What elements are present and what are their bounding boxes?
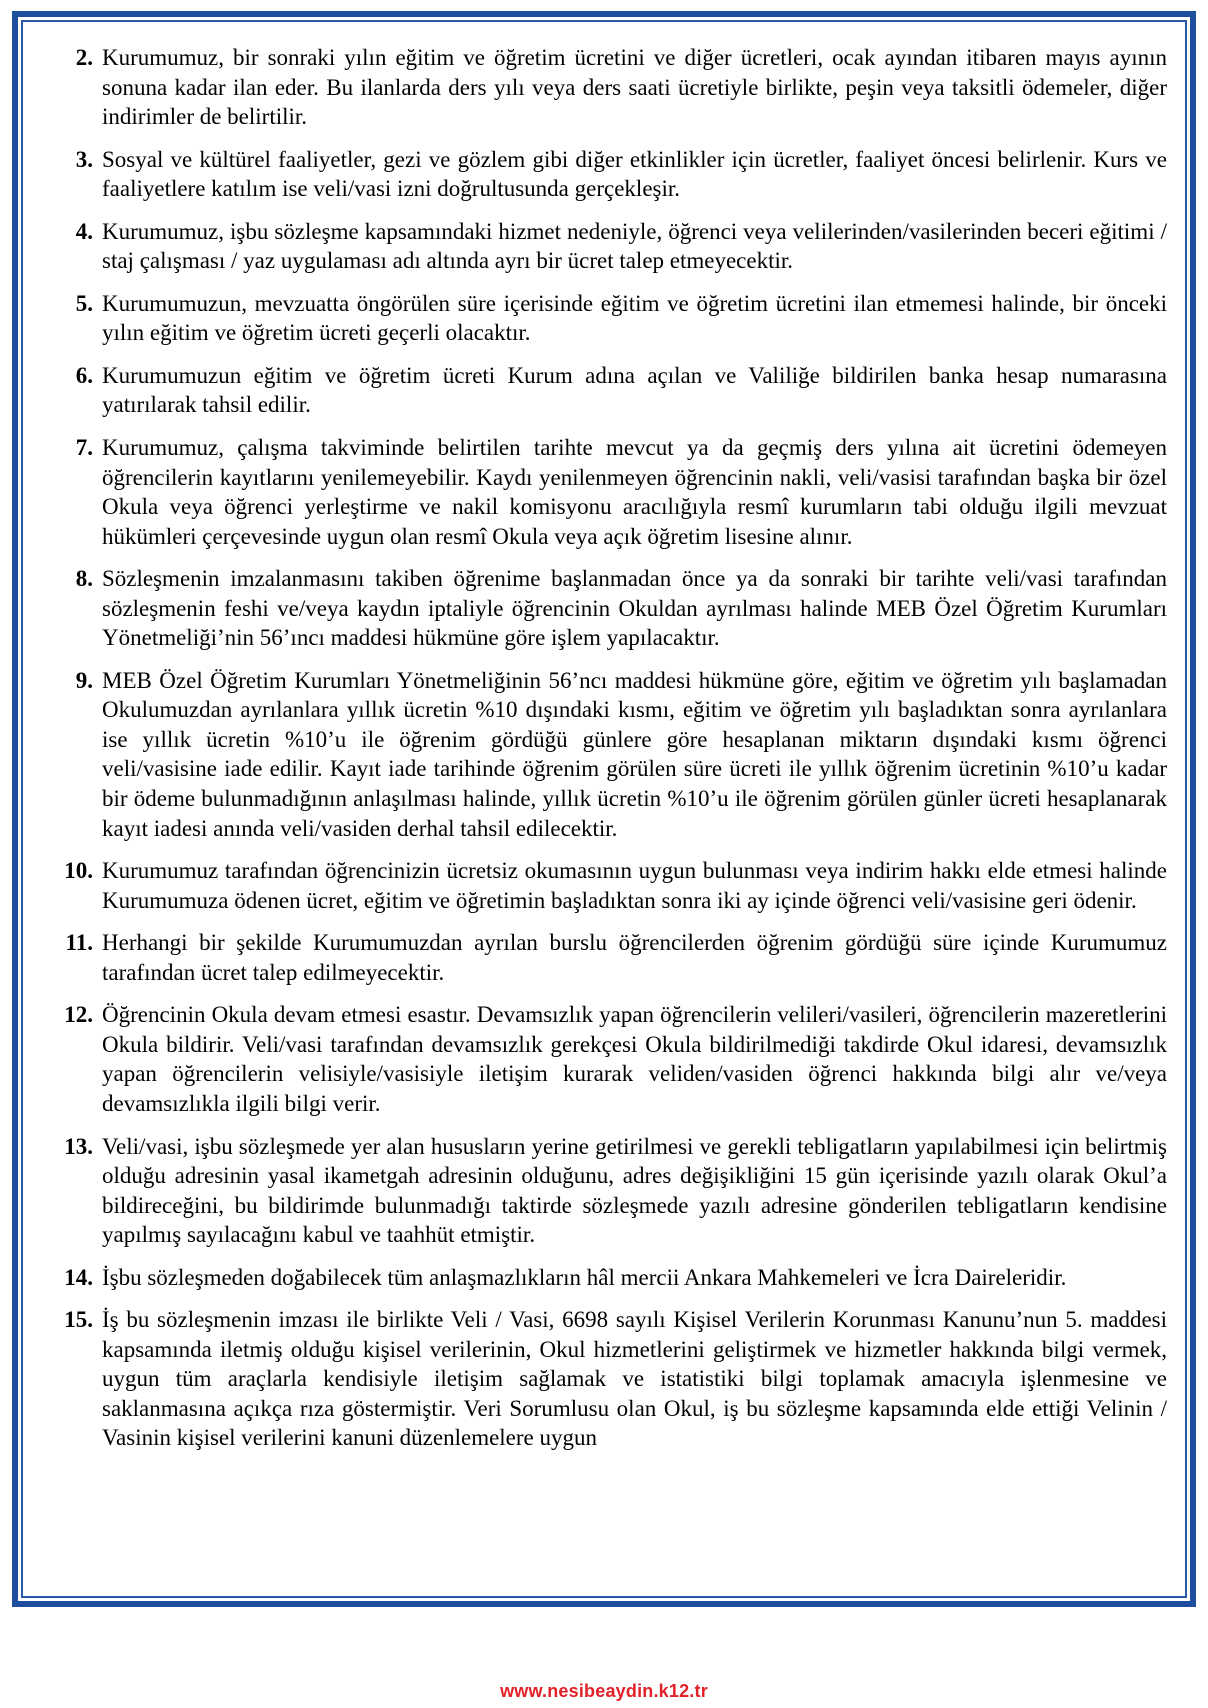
clause-text: Kurumumuz, çalışma takviminde belirtilen tarihte mevcut ya da geçmiş ders yılına ait ücretini ödemeyen öğrencilerin kayıtlarını yenilemeyebilir. Kaydı yenilenmeyen öğrencinin nakli, veli/vasisi tarafından başka bir özel Okula veya öğrenci yerleştirme ve nakil komisyonu aracılığıyla resmî kurumların tabi olduğu ilgili mevzuat hükümleri çerçevesinde uygun olan resmî Okula veya açık öğretim lisesine alınır. [102,435,1167,549]
clause-item [40,43,1167,132]
clause-text: Kurumumuz, bir sonraki yılın eğitim ve öğretim ücretini ve diğer ücretleri, ocak ayından itibaren mayıs ayının sonuna kadar ilan eder. Bu ilanlarda ders yılı veya ders saati ücretiyle birlikte, peşin veya taksitli ödemeler, diğer indirimler de belirtilir. [102,45,1167,130]
clause-item [40,564,1167,653]
clause-number: 12. [64,1002,93,1028]
clause-number: 9. [75,667,93,693]
clause-number: 11. [65,930,93,956]
clause-text: Kurumumuz, işbu sözleşme kapsamındaki hizmet nedeniyle, öğrenci veya velilerinden/vasilerinden beceri eğitimi / staj çalışması / yaz uygulaması adı altında ayrı bir ücret talep etmeyecektir. [102,218,1167,274]
clause-item [40,361,1167,420]
clause-number: 3. [75,146,93,172]
clause-text: Öğrencinin Okula devam etmesi esastır. Devamsızlık yapan öğrencilerin velileri/vasileri, öğrencilerin mazeretlerini Okula bildirir. Veli/vasi tarafından devamsızlık gerekçesi Okula bildirilmediği takdirde Okul idaresi, devamsızlık yapan öğrencilerin velisiyle/vasisiyle iletişim kurarak veliden/vasiden öğrenci hakkında bilgi alır ve/veya devamsızlıkla ilgili bilgi verir. [102,1002,1167,1116]
clause-item [40,145,1167,204]
clause-number: 6. [75,362,93,388]
clause-item [40,433,1167,551]
clause-text: Kurumumuzun, mevzuatta öngörülen süre içerisinde eğitim ve öğretim ücretini ilan etmemesi halinde, bir önceki yılın eğitim ve öğretim ücreti geçerli olacaktır. [102,290,1167,346]
clause-number: 13. [64,1133,93,1159]
clause-number: 15. [64,1307,93,1333]
clause-item [40,666,1167,843]
clause-number: 14. [64,1264,93,1290]
clause-item [40,1132,1167,1250]
clause-number: 2. [75,45,93,70]
clause-number: 10. [64,858,93,884]
clause-item [40,928,1167,987]
clause-text: İşbu sözleşmeden doğabilecek tüm anlaşmazlıkların hâl mercii Ankara Mahkemeleri ve İcra Daireleridir. [102,1264,1067,1290]
clause-number: 4. [75,218,93,244]
clause-item [40,1263,1167,1293]
clause-text: İş bu sözleşmenin imzası ile birlikte Veli / Vasi, 6698 sayılı Kişisel Verilerin Korunması Kanunu’nun 5. maddesi kapsamında iletmiş olduğu kişisel verilerinin, Okul hizmetlerini geliştirmek ve hizmetler hakkında bilgi vermek, uygun tüm araçlarla kendisiyle iletişim sağlamak ve istatistiki bilgi toplamak amacıyla işlenmesine ve saklanmasına açıkça rıza göstermiştir. Veri Sorumlusu olan Okul, iş bu sözleşme kapsamında elde ettiği Velinin / Vasinin kişisel verilerini kanuni düzenlemelere uygun [102,1307,1167,1451]
clause-number: 5. [75,290,93,316]
clause-text: Kurumumuzun eğitim ve öğretim ücreti Kurum adına açılan ve Valiliğe bildirilen banka hesap numarasına yatırılarak tahsil edilir. [102,362,1167,418]
clause-item [40,856,1167,915]
clause-item [40,289,1167,348]
clause-text: Sözleşmenin imzalanmasını takiben öğrenime başlanmadan önce ya da sonraki bir tarihte veli/vasi tarafından sözleşmenin feshi ve/veya kaydın iptaliyle öğrencinin Okuldan ayrılması halinde MEB Özel Öğretim Kurumları Yönetmeliği’nin 56’ıncı maddesi hükmüne göre işlem yapılacaktır. [102,566,1167,651]
clause-item [40,217,1167,276]
clause-item [40,1000,1167,1118]
clause-text: MEB Özel Öğretim Kurumları Yönetmeliğinin 56’ncı maddesi hükmüne göre, eğitim ve öğretim yılı başlamadan Okulumuzdan ayrılanlara yıllık ücretin %10 dışındaki kısmı, eğitim ve öğretim yılı başladıktan sonra ayrılanlara ise yıllık ücretin %10’u ile öğrenim gördüğü günlere göre hesaplanan miktarın dışındaki kısmı öğrenci veli/vasisine iade edilir. Kayıt iade tarihinde öğrenim görülen süre ücreti ile yıllık öğrenim ücretinin %10’u kadar bir ödeme bulunmadığının anlaşılması halinde, yıllık ücretin %10’u ile öğrenim görülen günler ücreti hesaplanarak kayıt iadesi anında veli/vasiden derhal tahsil edilecektir. [102,667,1167,841]
clause-number: 7. [75,435,93,461]
clause-text: Herhangi bir şekilde Kurumumuzdan ayrılan burslu öğrencilerden öğrenim gördüğü süre içinde Kurumumuz tarafından ücret talep edilmeyecektir. [102,930,1167,985]
clause-item [40,1305,1167,1453]
clause-text: Veli/vasi, işbu sözleşmede yer alan hususların yerine getirilmesi ve gerekli tebligatların yapılabilmesi için belirtmiş olduğu adresinin yasal ikametgah adresinin olduğunu, adres değişikliğini 15 gün içerisinde yazılı olarak Okul’a bildireceğini, bu bildirimde bulunmadığı taktirde sözleşmede yazılı adresine gönderilen tebligatların kendisine yapılmış sayılacağını kabul ve taahhüt etmiştir. [102,1133,1167,1248]
page-border-inner [21,20,1187,1598]
footer-url: www.nesibeaydin.k12.tr [500,1681,708,1701]
clause-number: 8. [75,566,93,592]
clause-text: Kurumumuz tarafından öğrencinizin ücretsiz okumasının uygun bulunması veya indirim hakkı elde etmesi halinde Kurumumuza ödenen ücret, eğitim ve öğretimin başladıktan sonra iki ay içinde öğrenci veli/vasisine geri ödenir. [102,858,1167,913]
clause-list [23,22,1185,1596]
clause-text: Sosyal ve kültürel faaliyetler, gezi ve gözlem gibi diğer etkinlikler için ücretler, faaliyet öncesi belirlenir. Kurs ve faaliyetlere katılım ise veli/vasi izni doğrultusunda gerçekleşir. [102,146,1167,202]
page-border-outer [12,11,1196,1607]
